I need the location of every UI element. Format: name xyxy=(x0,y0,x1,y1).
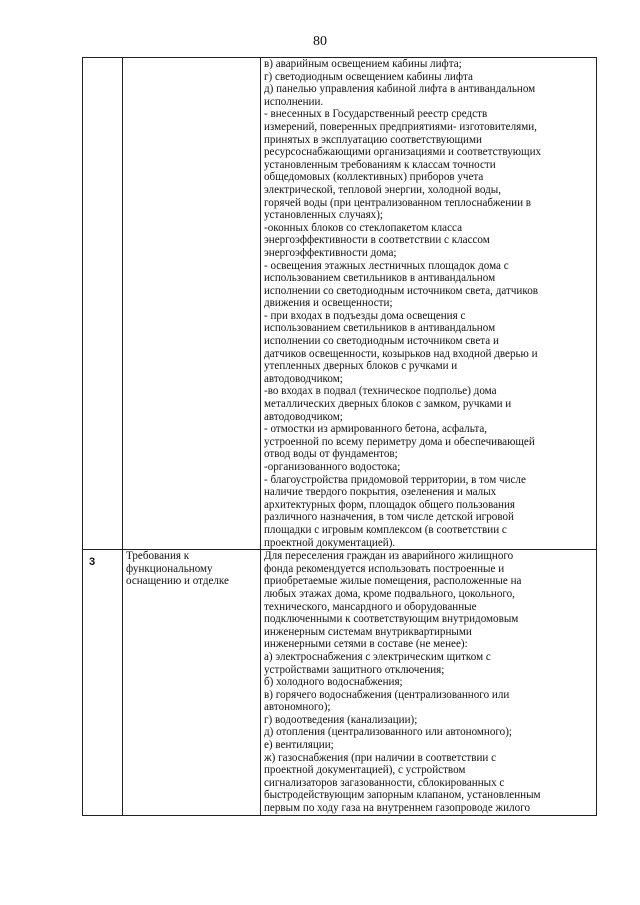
row-title-cell xyxy=(123,58,261,550)
content-line: устройствами защитного отключения; xyxy=(264,663,445,676)
content-line: - благоустройства придомовой территории, в том числе xyxy=(264,473,526,486)
content-line: - освещения этажных лестничных площадок дома с xyxy=(264,259,509,272)
content-line: технического, мансардного и оборудованные xyxy=(264,600,477,613)
content-line: архитектурных форм, площадок общего пользования xyxy=(264,498,516,511)
content-line: - отмостки из армированного бетона, асфальта, xyxy=(264,423,488,436)
content-line: быстродействующим запорным клапаном, установленным xyxy=(264,789,541,802)
content-line: энергоэффективности в соответствии с классом xyxy=(264,234,490,247)
content-line: проектной документацией). xyxy=(264,536,396,549)
content-line: г) светодиодным освещением кабины лифта xyxy=(264,70,473,83)
row-number-cell xyxy=(83,58,123,550)
content-line: наличие твердого покрытия, озеленения и малых xyxy=(264,486,497,499)
content-line: установленным требованиям к классам точности xyxy=(264,158,496,171)
content-line: е) вентиляции; xyxy=(264,739,334,752)
table-row xyxy=(83,58,597,550)
content-line: любых этажах дома, кроме подвального, цокольного, xyxy=(264,587,515,600)
content-line: в) горячего водоснабжения (централизованного или xyxy=(264,688,510,701)
content-line: подключенными к соответствующим внутридомовым xyxy=(264,613,519,626)
content-line: фонда рекомендуется использовать построенные и xyxy=(264,562,505,575)
content-line: использованием светильников в антивандальном xyxy=(264,272,496,285)
content-line: ж) газоснабжения (при наличии в соответствии с xyxy=(264,751,497,764)
content-line: использованием светильников в антивандальном xyxy=(264,322,496,335)
content-line: горячей воды (при централизованном теплоснабжении в xyxy=(264,196,532,209)
content-line: -оконных блоков со стеклопакетом класса xyxy=(264,221,462,234)
content-lines xyxy=(264,58,593,549)
content-line: автономного); xyxy=(264,701,331,714)
content-line: измерений, поверенных предприятиями- изготовителями, xyxy=(264,120,537,133)
page-number: 80 xyxy=(313,34,327,49)
row-title-cell xyxy=(123,550,261,815)
content-line: б) холодного водоснабжения; xyxy=(264,676,403,689)
content-line: устроенной по всему периметру дома и обеспечивающей xyxy=(264,435,535,448)
content-line: -во входах в подвал (техническое подполье) дома xyxy=(264,385,497,398)
content-line: сигнализаторов загазованности, сблокированных с xyxy=(264,776,505,789)
content-line: проектной документацией), с устройством xyxy=(264,764,466,777)
content-line: различного назначения, в том числе детской игровой xyxy=(264,511,514,524)
content-line: г) водоотведения (канализации); xyxy=(264,713,418,726)
content-line: движения и освещенности; xyxy=(264,297,393,310)
content-line: общедомовых (коллективных) приборов учета xyxy=(264,171,484,184)
table-row xyxy=(83,550,597,815)
content-line: инженерным системам внутриквартирными xyxy=(264,625,472,638)
row-title-line: функциональному xyxy=(126,562,213,575)
content-line: датчиков освещенности, козырьков над входной дверью и xyxy=(264,347,538,360)
content-line: автодоводчиком; xyxy=(264,410,343,423)
row-content-cell xyxy=(261,58,597,550)
requirements-table xyxy=(82,57,597,816)
content-line: первым по ходу газа на внутреннем газопроводе жилого xyxy=(264,802,531,815)
content-line: металлических дверных блоков с замком, ручками и xyxy=(264,398,512,411)
content-line: площадки с игровым комплексом (в соответствии с xyxy=(264,523,507,536)
content-line: установленных случаях); xyxy=(264,209,383,222)
content-line: исполнении. xyxy=(264,95,324,108)
content-line: - при входах в подъезды дома освещения с xyxy=(264,309,466,322)
content-line: энергоэффективности дома; xyxy=(264,246,397,259)
content-line: электрической, тепловой энергии, холодной воды, xyxy=(264,183,502,196)
content-line: принятых в эксплуатацию соответствующими xyxy=(264,133,482,146)
content-line: в) аварийным освещением кабины лифта; xyxy=(264,58,462,70)
content-line: а) электроснабжения с электрическим щитком с xyxy=(264,650,491,663)
content-line: автодоводчиком; xyxy=(264,372,343,385)
content-line: исполнении со светодиодным источником света и xyxy=(264,335,499,348)
row-number-cell: 3 xyxy=(83,550,123,815)
content-line: д) панелью управления кабиной лифта в антивандальном xyxy=(264,83,536,96)
row-title-line: Требования к xyxy=(126,550,190,563)
content-line: ресурсоснабжающими организациями и соответствующих xyxy=(264,146,542,159)
content-line: Для переселения граждан из аварийного жилищного xyxy=(264,550,514,563)
row-title-line: оснащению и отделке xyxy=(126,575,229,588)
content-line: приобретаемые жилые помещения, расположенные на xyxy=(264,575,522,588)
content-line: инженерными сетями в составе (не менее): xyxy=(264,638,468,651)
content-line: - внесенных в Государственный реестр средств xyxy=(264,108,488,121)
content-line: исполнении со светодиодным источником света, датчиков xyxy=(264,284,538,297)
row-content-cell xyxy=(261,550,597,815)
content-line: -организованного водостока; xyxy=(264,461,401,473)
content-line: д) отопления (централизованного или автономного); xyxy=(264,726,513,739)
content-line: отвод воды от фундаментов; xyxy=(264,448,398,461)
content-line: утепленных дверных блоков с ручками и xyxy=(264,360,458,373)
content-lines xyxy=(264,550,593,814)
